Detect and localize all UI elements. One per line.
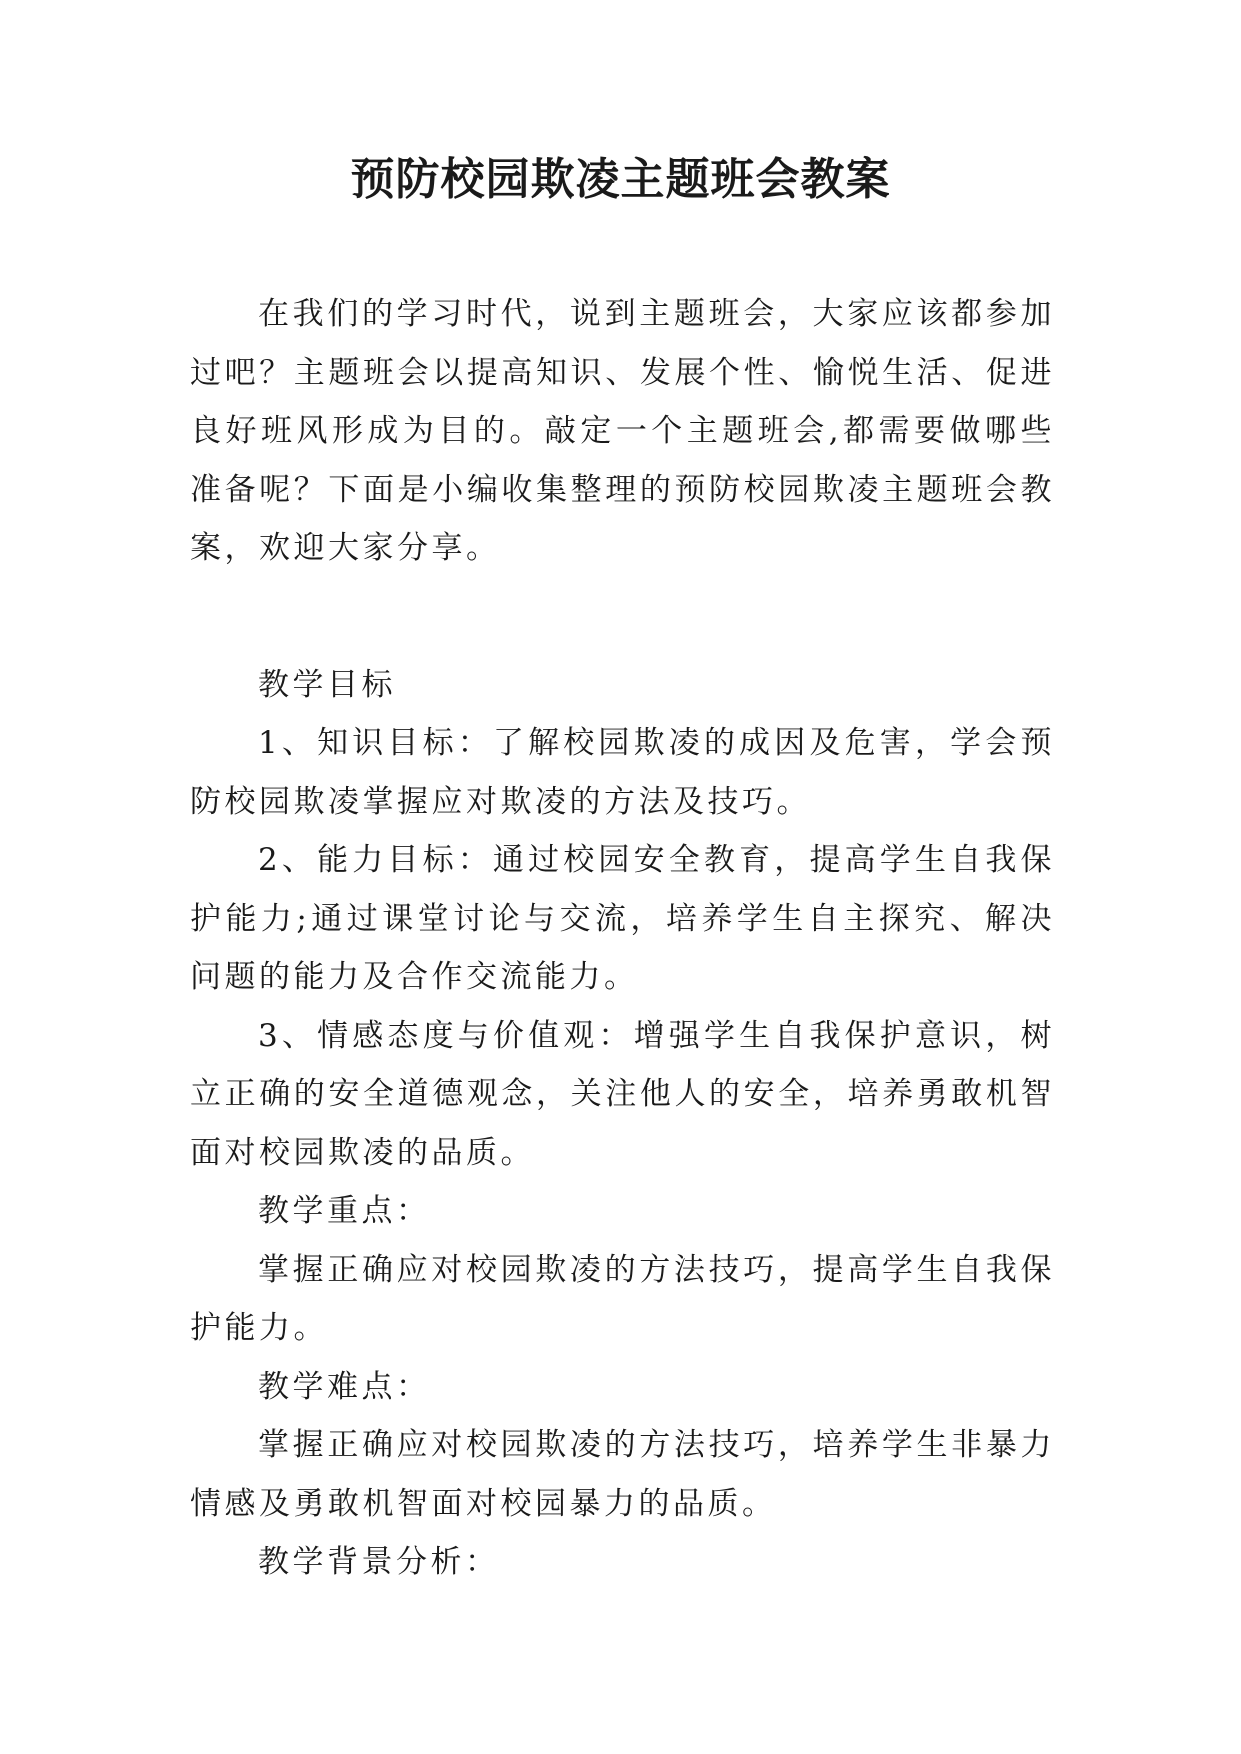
intro-paragraph: 在我们的学习时代，说到主题班会，大家应该都参加过吧？主题班会以提高知识、发展个性、愉悦生活、促进良好班风形成为目的。敲定一个主题班会,都需要做哪些准备呢？下面是小编收集整理的预防校园欺凌主题班会教案，欢迎大家分享。 xyxy=(190,296,1055,566)
objective-values: 3、情感态度与价值观：增强学生自我保护意识，树立正确的安全道德观念，关注他人的安全，培养勇敢机智面对校园欺凌的品质。 xyxy=(190,1017,1055,1171)
document-title: 预防校园欺凌主题班会教案 xyxy=(350,154,891,205)
objective-knowledge: 1、知识目标：了解校园欺凌的成因及危害，学会预防校园欺凌掌握应对欺凌的方法及技巧。 xyxy=(190,725,1055,820)
heading-difficulties: 教学难点： xyxy=(258,1368,431,1405)
key-points-text: 掌握正确应对校园欺凌的方法技巧，提高学生自我保护能力。 xyxy=(190,1251,1055,1346)
difficulties-text: 掌握正确应对校园欺凌的方法技巧，培养学生非暴力情感及勇敢机智面对校园暴力的品质。 xyxy=(190,1427,1055,1522)
heading-teaching-objectives: 教学目标 xyxy=(258,666,396,703)
heading-background-analysis: 教学背景分析： xyxy=(258,1544,500,1580)
paragraph-spacer xyxy=(190,578,1055,656)
objective-ability: 2、能力目标：通过校园安全教育，提高学生自我保护能力;通过课堂讨论与交流，培养学生自主探究、解决问题的能力及合作交流能力。 xyxy=(190,842,1055,995)
heading-key-points: 教学重点： xyxy=(258,1193,431,1229)
document-body xyxy=(190,285,1055,1592)
